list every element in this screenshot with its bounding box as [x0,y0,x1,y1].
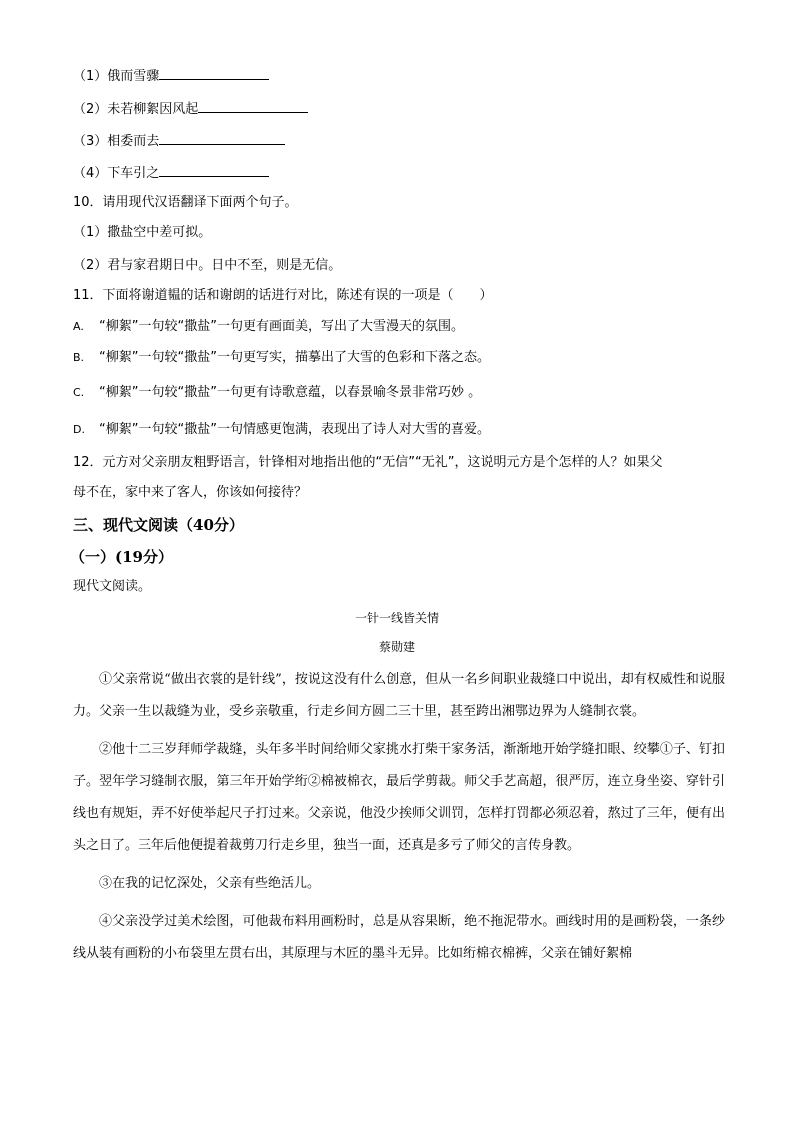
article-title: 一针一线皆关情 [354,611,439,625]
option-text: “柳絮”一句较“撒盐”一句更有画面美，写出了大雪漫天的氛围。 [99,319,464,334]
q11-option-b[interactable] [73,349,490,367]
answer-blank[interactable] [159,163,269,177]
answer-blank[interactable] [198,99,308,113]
option-text: “柳絮”一句较“撒盐”一句情感更饱满，表现出了诗人对大雪的喜爱。 [99,422,490,437]
q10-stem: 10．请用现代汉语翻译下面两个句子。 [73,195,298,210]
article-author: 蔡勋建 [378,640,415,654]
option-label: A. [73,320,84,333]
answer-blank[interactable] [159,66,269,80]
option-label: D. [73,423,85,436]
q9-item-1 [73,66,269,86]
option-label: B. [73,351,85,364]
section-intro: 现代文阅读。 [73,579,152,594]
subsection-heading: （一）(19分） [70,548,173,566]
option-label: C. [73,386,85,399]
q9-item-2 [73,99,308,119]
article-paragraph-2: ②他十二三岁拜师学裁缝，头年多半时间给师父家挑水打柴干家务活，渐渐地开始学缝扣眼、绞攀①子、钉扣子。翌年学习缝制衣服，第三年开始学绗②棉被棉衣，最后学剪裁。师父手艺高超，很严厉，连立身坐姿、穿针引线也有规矩，弄不好使举起尺子打过来。父亲说，他没少挨师父训罚，怎样打罚都必须忍着，熬过了三年，便有出头之日了。三年后他便提着裁剪刀行走乡里，独当一面，还真是多亏了师父的言传身教。 [73,742,725,853]
q9-item-4 [73,163,269,183]
q9-item-3-number: （3） [73,134,108,149]
q9-item-1-text: 俄而雪骤 [107,69,160,84]
option-text: “柳絮”一句较“撒盐”一句更写实，描摹出了大雪的色彩和下落之态。 [99,350,490,365]
article-body [73,664,725,970]
q9-item-2-number: （2） [73,102,108,117]
q11-option-c[interactable] [73,384,481,402]
q11-stem: 11．下面将谢道韫的话和谢朗的话进行对比，陈述有误的一项是（ ） [73,288,493,303]
q12-line-2: 母不在，家中来了客人，你该如何接待？ [73,485,308,500]
article-paragraph-4: ④父亲没学过美术绘图，可他裁布料用画粉时，总是从容果断，绝不拖泥带水。画线时用的是画粉袋，一条纱线从装有画粉的小布袋里左贯右出，其原理与木匠的墨斗无异。比如绗棉衣棉裤，父亲在铺好絮棉 [73,914,725,961]
q9-item-3-text: 相委而去 [107,134,160,149]
option-text: “柳絮”一句较“撒盐”一句更有诗歌意蕴，以春景喻冬景非常巧妙 。 [99,385,482,400]
q9-item-4-text: 下车引之 [107,166,160,181]
q9-item-4-number: （4） [73,166,108,181]
q12-line-1: 12．元方对父亲朋友粗野语言，针锋相对地指出他的“无信”“无礼”，这说明元方是个怎样的人？如果父 [73,455,663,470]
q10-item-1: （1）撒盐空中差可拟。 [73,225,212,240]
q9-item-3 [73,131,285,151]
q11-option-d[interactable] [73,421,490,439]
q11-option-a[interactable] [73,318,464,336]
q9-item-1-number: （1） [73,69,108,84]
answer-blank[interactable] [159,131,285,145]
q10-item-2: （2）君与家君期日中。日中不至，则是无信。 [73,258,342,273]
q9-item-2-text: 未若柳絮因风起 [107,102,199,117]
article-paragraph-1: ①父亲常说“做出衣裳的是针线”，按说这没有什么创意，但从一名乡间职业裁缝口中说出，却有权威性和说服力。父亲一生以裁缝为业，受乡亲敬重，行走乡间方圆二三十里，甚至跨出湘鄂边界为人缝制衣裳。 [73,672,725,719]
article-paragraph-3: ③在我的记忆深处，父亲有些绝活儿。 [99,876,321,891]
section-heading: 三、现代文阅读（40分） [73,516,244,534]
